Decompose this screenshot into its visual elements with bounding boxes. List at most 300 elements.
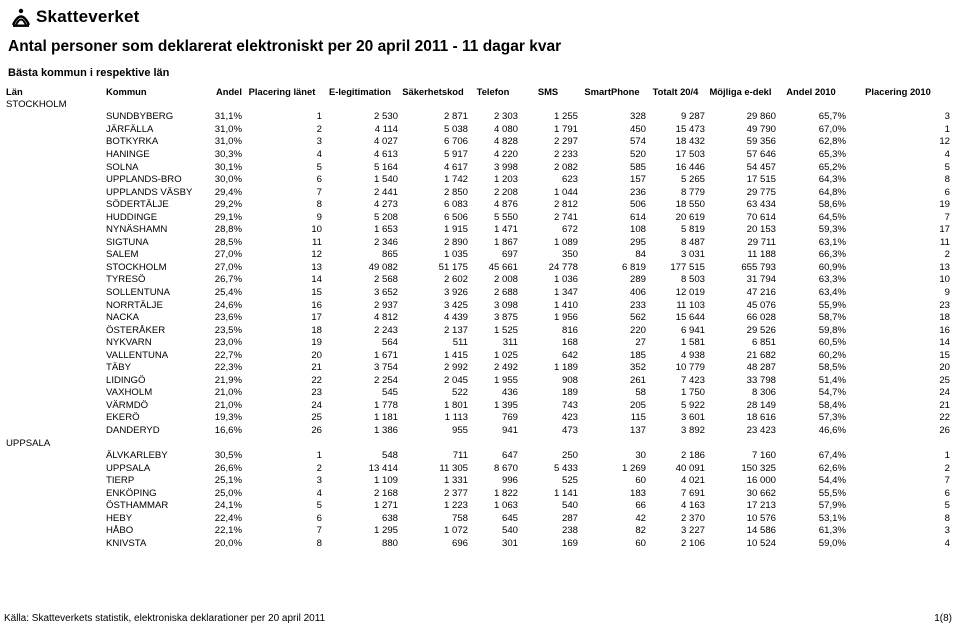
table-row	[6, 161, 950, 174]
value-cell: 711	[452, 450, 468, 462]
value-cell: 63 434	[746, 199, 776, 211]
value-cell: 24	[939, 387, 950, 399]
value-cell: 115	[630, 412, 646, 424]
value-cell: 64,8%	[818, 186, 846, 198]
value-cell: 30,0%	[214, 174, 242, 186]
value-cell: 58,5%	[818, 362, 846, 374]
value-cell: 21,9%	[214, 374, 242, 386]
municipality-cell: UPPLANDS VÄSBY	[106, 186, 193, 198]
value-cell: 21	[939, 399, 950, 411]
value-cell: 2 297	[553, 136, 578, 148]
value-cell: 2 233	[553, 149, 578, 160]
table-row	[6, 111, 950, 124]
value-cell: 7	[944, 211, 950, 223]
value-cell: 1 791	[553, 123, 578, 135]
value-cell: 6	[944, 186, 950, 198]
value-cell: 4 938	[680, 349, 705, 361]
value-cell: 15	[311, 287, 322, 299]
value-cell: 3 652	[373, 287, 398, 299]
municipality-cell: TYRESÖ	[106, 274, 146, 286]
table-row	[6, 287, 950, 300]
value-cell: 2 370	[680, 512, 705, 524]
value-cell: 4 876	[493, 199, 518, 211]
value-cell: 11 305	[439, 462, 468, 474]
value-cell: 1 822	[493, 487, 518, 499]
value-cell: 2 530	[373, 111, 398, 123]
table-row	[6, 312, 950, 325]
value-cell: 10 524	[746, 537, 776, 549]
value-cell: 24,6%	[214, 299, 242, 311]
value-cell: 8 487	[680, 236, 705, 248]
value-cell: 13	[939, 261, 950, 273]
value-cell: 2 303	[493, 111, 518, 123]
table-row	[6, 349, 950, 362]
value-cell: 5 164	[373, 161, 398, 173]
value-cell: 65,2%	[818, 161, 846, 173]
table-row	[6, 525, 950, 538]
value-cell: 23,0%	[214, 337, 242, 349]
value-cell: 16	[311, 299, 322, 311]
value-cell: 10 576	[746, 512, 776, 524]
value-cell: 49 082	[368, 261, 398, 273]
value-cell: 26,6%	[214, 462, 242, 474]
county-cell	[6, 513, 106, 526]
value-cell: 5 922	[680, 399, 705, 411]
value-cell: 7 160	[751, 450, 776, 462]
value-cell: 238	[561, 525, 578, 537]
value-cell: 880	[381, 537, 398, 549]
value-cell: 15 473	[675, 123, 705, 135]
source-note: Källa: Skatteverkets statistik, elektroniska deklarationer per 20 april 2011	[4, 613, 326, 624]
value-cell: 29 775	[746, 186, 776, 198]
value-cell: 3	[944, 525, 950, 537]
value-cell: 22,1%	[214, 525, 242, 537]
table-row	[6, 136, 950, 149]
value-cell: 7	[944, 475, 950, 487]
value-cell: 743	[561, 399, 578, 411]
value-cell: 177 515	[670, 261, 705, 273]
value-cell: 2 243	[373, 324, 398, 336]
value-cell: 2 008	[493, 274, 518, 286]
value-cell: 5 550	[493, 211, 518, 223]
value-cell: 2 045	[443, 374, 468, 386]
value-cell: 4 439	[443, 312, 468, 324]
value-cell: 1 089	[553, 236, 578, 248]
value-cell: 31 794	[746, 274, 776, 286]
value-cell: 645	[501, 512, 518, 524]
value-cell: 25,1%	[214, 475, 242, 487]
value-cell: 642	[561, 349, 578, 361]
value-cell: 11	[940, 236, 950, 248]
value-cell: 24	[311, 399, 322, 411]
value-cell: 40 091	[675, 462, 705, 474]
value-cell: 60,9%	[818, 261, 846, 273]
value-cell: 59,0%	[818, 537, 846, 549]
county-cell	[6, 387, 106, 400]
value-cell: 12	[939, 136, 950, 148]
table-row	[6, 324, 950, 337]
value-cell: 1 915	[443, 224, 468, 236]
value-cell: 574	[629, 136, 646, 148]
column-header: SmartPhone	[584, 86, 640, 98]
municipality-cell: SOLLENTUNA	[106, 287, 170, 299]
value-cell: 28,8%	[214, 224, 242, 236]
value-cell: 1 581	[680, 337, 705, 349]
value-cell: 168	[561, 337, 578, 349]
value-cell: 287	[561, 512, 578, 524]
value-cell: 108	[629, 224, 646, 236]
value-cell: 28,5%	[214, 236, 242, 248]
value-cell: 30	[635, 450, 646, 462]
value-cell: 2 106	[680, 537, 705, 549]
county-cell	[6, 262, 106, 275]
value-cell: 3 875	[493, 312, 518, 324]
value-cell: 60,2%	[818, 349, 846, 361]
municipality-cell: SOLNA	[106, 161, 139, 173]
value-cell: 16 000	[746, 475, 776, 487]
table-row	[6, 211, 950, 224]
value-cell: 189	[561, 387, 578, 399]
value-cell: 17	[939, 224, 950, 236]
table-row	[6, 274, 950, 287]
value-cell: 1 036	[553, 274, 578, 286]
value-cell: 42	[635, 512, 646, 524]
value-cell: 24 778	[548, 261, 578, 273]
value-cell: 12	[311, 249, 322, 261]
county-cell	[6, 237, 106, 250]
municipality-cell: SIGTUNA	[106, 236, 149, 248]
county-cell	[6, 450, 106, 463]
value-cell: 6 941	[680, 324, 705, 336]
value-cell: 261	[629, 374, 646, 386]
value-cell: 623	[561, 174, 578, 186]
value-cell: 655 793	[741, 261, 776, 273]
header-row	[6, 86, 950, 99]
county-cell	[6, 312, 106, 325]
value-cell: 9	[316, 211, 322, 223]
value-cell: 3 601	[680, 412, 705, 424]
value-cell: 20	[939, 362, 950, 374]
value-cell: 1	[944, 123, 950, 135]
county-cell	[6, 488, 106, 501]
value-cell: 10	[311, 224, 322, 236]
value-cell: 8	[944, 512, 950, 524]
value-cell: 2 492	[493, 362, 518, 374]
value-cell: 522	[451, 387, 468, 399]
value-cell: 511	[452, 337, 468, 349]
county-cell	[6, 475, 106, 488]
value-cell: 25,4%	[214, 287, 242, 299]
value-cell: 2 741	[553, 211, 578, 223]
value-cell: 31,1%	[214, 111, 242, 123]
value-cell: 20	[311, 349, 322, 361]
county-cell	[6, 224, 106, 237]
municipality-cell: HEBY	[106, 512, 133, 524]
municipality-cell: JÄRFÄLLA	[106, 123, 154, 135]
value-cell: 11 103	[676, 299, 705, 311]
county-cell	[6, 287, 106, 300]
value-cell: 5	[944, 161, 950, 173]
value-cell: 65,7%	[818, 111, 846, 123]
table-row	[6, 199, 950, 212]
value-cell: 29,4%	[214, 186, 242, 198]
value-cell: 3	[944, 111, 950, 123]
county-cell	[6, 111, 106, 124]
table-row	[6, 299, 950, 312]
value-cell: 3 227	[680, 525, 705, 537]
value-cell: 19	[939, 199, 950, 211]
county-cell	[6, 349, 106, 362]
table-row	[6, 249, 950, 262]
value-cell: 1 415	[443, 349, 468, 361]
value-cell: 23,6%	[214, 312, 242, 324]
value-cell: 955	[451, 425, 468, 437]
value-cell: 29 526	[746, 324, 776, 336]
value-cell: 406	[629, 287, 646, 299]
value-cell: 7 691	[680, 487, 705, 499]
value-cell: 1	[944, 450, 950, 462]
value-cell: 27,0%	[214, 261, 242, 273]
column-header: Telefon	[476, 86, 510, 98]
county-cell	[6, 525, 106, 538]
value-cell: 4 027	[373, 136, 398, 148]
column-header: Säkerhetskod	[402, 86, 464, 98]
value-cell: 3	[316, 136, 322, 148]
value-cell: 4 021	[680, 475, 705, 487]
value-cell: 4 114	[374, 123, 398, 135]
table-row	[6, 262, 950, 275]
value-cell: 6 083	[443, 199, 468, 211]
value-cell: 289	[629, 274, 646, 286]
value-cell: 2 186	[680, 450, 705, 462]
value-cell: 18	[311, 324, 322, 336]
value-cell: 2 346	[373, 236, 398, 248]
value-cell: 2	[944, 249, 950, 261]
value-cell: 4 812	[373, 312, 398, 324]
table-row	[6, 124, 950, 137]
municipality-cell: UPPSALA	[106, 462, 151, 474]
value-cell: 436	[501, 387, 518, 399]
value-cell: 941	[501, 425, 518, 437]
value-cell: 57 646	[746, 149, 776, 160]
value-cell: 63,1%	[818, 236, 846, 248]
value-cell: 31,0%	[214, 123, 242, 135]
value-cell: 22,4%	[214, 512, 242, 524]
value-cell: 614	[629, 211, 646, 223]
value-cell: 301	[501, 537, 518, 549]
municipality-cell: TIERP	[106, 475, 135, 487]
value-cell: 647	[501, 450, 518, 462]
value-cell: 1	[316, 450, 322, 462]
municipality-cell: HANINGE	[106, 149, 150, 160]
value-cell: 25	[311, 412, 322, 424]
county-cell	[6, 174, 106, 187]
value-cell: 352	[629, 362, 646, 374]
value-cell: 7	[316, 186, 322, 198]
value-cell: 26	[939, 425, 950, 437]
value-cell: 21,0%	[214, 399, 242, 411]
municipality-cell: HUDDINGE	[106, 211, 158, 223]
value-cell: 6	[316, 512, 322, 524]
value-cell: 1 801	[443, 399, 468, 411]
value-cell: 4 613	[373, 149, 398, 160]
value-cell: 3 892	[680, 425, 705, 437]
municipality-cell: ÖSTHAMMAR	[106, 500, 169, 512]
municipality-cell: STOCKHOLM	[106, 261, 167, 273]
table-row	[6, 462, 950, 475]
value-cell: 220	[629, 324, 646, 336]
value-cell: 8 503	[680, 274, 705, 286]
value-cell: 1 025	[493, 349, 518, 361]
municipality-cell: NACKA	[106, 312, 140, 324]
value-cell: 54 457	[746, 161, 776, 173]
brand-logo	[10, 6, 140, 28]
value-cell: 908	[561, 374, 578, 386]
value-cell: 22,7%	[214, 349, 242, 361]
value-cell: 30,5%	[214, 450, 242, 462]
municipality-cell: TÄBY	[106, 362, 132, 374]
value-cell: 1 189	[553, 362, 578, 374]
value-cell: 84	[635, 249, 646, 261]
county-cell	[6, 400, 106, 413]
value-cell: 24,1%	[214, 500, 242, 512]
value-cell: 350	[561, 249, 578, 261]
value-cell: 1 386	[373, 425, 398, 437]
value-cell: 5 917	[443, 149, 468, 160]
value-cell: 4 273	[373, 199, 398, 211]
value-cell: 8	[316, 199, 322, 211]
value-cell: 1 072	[443, 525, 468, 537]
value-cell: 59,3%	[818, 224, 846, 236]
county-row	[6, 99, 950, 112]
value-cell: 5	[944, 500, 950, 512]
value-cell: 4	[316, 487, 322, 499]
value-cell: 60,5%	[818, 337, 846, 349]
value-cell: 8	[944, 174, 950, 186]
value-cell: 45 076	[746, 299, 776, 311]
table-body	[6, 99, 950, 551]
value-cell: 27	[635, 337, 646, 349]
municipality-cell: SÖDERTÄLJE	[106, 199, 169, 211]
value-cell: 1 109	[373, 475, 398, 487]
county-cell	[6, 324, 106, 337]
value-cell: 17	[311, 312, 322, 324]
value-cell: 18 616	[746, 412, 776, 424]
value-cell: 11	[312, 236, 322, 248]
value-cell: 2	[944, 462, 950, 474]
value-cell: 4	[944, 149, 950, 160]
value-cell: 63,3%	[818, 274, 846, 286]
municipality-cell: DANDERYD	[106, 425, 160, 437]
column-header: Placering länet	[248, 86, 316, 98]
value-cell: 60	[635, 475, 646, 487]
value-cell: 15	[939, 349, 950, 361]
value-cell: 27,0%	[214, 249, 242, 261]
value-cell: 57,3%	[818, 412, 846, 424]
value-cell: 1 063	[493, 500, 518, 512]
value-cell: 29 711	[747, 236, 776, 248]
municipality-cell: SALEM	[106, 249, 139, 261]
value-cell: 6 851	[751, 337, 776, 349]
page-title: Antal personer som deklarerat elektroniskt per 20 april 2011 - 11 dagar kvar	[8, 38, 562, 55]
column-header: Placering 2010	[865, 86, 931, 98]
value-cell: 10 779	[675, 362, 705, 374]
value-cell: 2 137	[443, 324, 468, 336]
value-cell: 585	[629, 161, 646, 173]
value-cell: 45 661	[488, 261, 518, 273]
value-cell: 20,0%	[214, 537, 242, 549]
value-cell: 14	[939, 337, 950, 349]
value-cell: 57,9%	[818, 500, 846, 512]
value-cell: 5 265	[680, 174, 705, 186]
table-row	[6, 224, 950, 237]
value-cell: 17 213	[746, 500, 776, 512]
value-cell: 53,1%	[818, 512, 846, 524]
value-cell: 15 644	[675, 312, 705, 324]
value-cell: 30,3%	[214, 149, 242, 160]
value-cell: 672	[561, 224, 578, 236]
value-cell: 236	[629, 186, 646, 198]
municipality-cell: ÖSTERÅKER	[106, 324, 166, 336]
value-cell: 12 019	[675, 287, 705, 299]
value-cell: 9 287	[680, 111, 705, 123]
value-cell: 1 347	[553, 287, 578, 299]
value-cell: 29 860	[746, 111, 776, 123]
value-cell: 60	[635, 537, 646, 549]
value-cell: 67,4%	[818, 450, 846, 462]
county-cell	[6, 199, 106, 212]
value-cell: 2 992	[443, 362, 468, 374]
municipality-cell: NYKVARN	[106, 337, 152, 349]
value-cell: 1 867	[493, 236, 518, 248]
value-cell: 62,8%	[818, 136, 846, 148]
value-cell: 8 306	[751, 387, 776, 399]
value-cell: 2 254	[373, 374, 398, 386]
value-cell: 1 671	[373, 349, 398, 361]
value-cell: 22	[311, 374, 322, 386]
value-cell: 6 706	[443, 136, 468, 148]
value-cell: 1 269	[621, 462, 646, 474]
value-cell: 758	[451, 512, 468, 524]
county-name: STOCKHOLM	[6, 98, 67, 110]
value-cell: 1 044	[553, 186, 578, 198]
value-cell: 17 515	[746, 174, 776, 186]
county-cell	[6, 299, 106, 312]
table-row	[6, 149, 950, 162]
value-cell: 1 203	[493, 174, 518, 186]
value-cell: 20 153	[746, 224, 776, 236]
table-row	[6, 538, 950, 551]
county-row	[6, 437, 950, 450]
value-cell: 696	[451, 537, 468, 549]
value-cell: 185	[629, 349, 646, 361]
skatteverket-crown-icon	[10, 6, 32, 28]
value-cell: 3 754	[373, 362, 398, 374]
value-cell: 540	[501, 525, 518, 537]
statistics-table	[6, 86, 950, 550]
value-cell: 1 181	[373, 412, 398, 424]
value-cell: 697	[501, 249, 518, 261]
table-row	[6, 450, 950, 463]
value-cell: 540	[561, 500, 578, 512]
value-cell: 48 287	[746, 362, 776, 374]
value-cell: 18 550	[675, 199, 705, 211]
value-cell: 2 812	[553, 199, 578, 211]
table-row	[6, 375, 950, 388]
value-cell: 311	[502, 337, 518, 349]
value-cell: 5	[316, 500, 322, 512]
value-cell: 26,7%	[214, 274, 242, 286]
